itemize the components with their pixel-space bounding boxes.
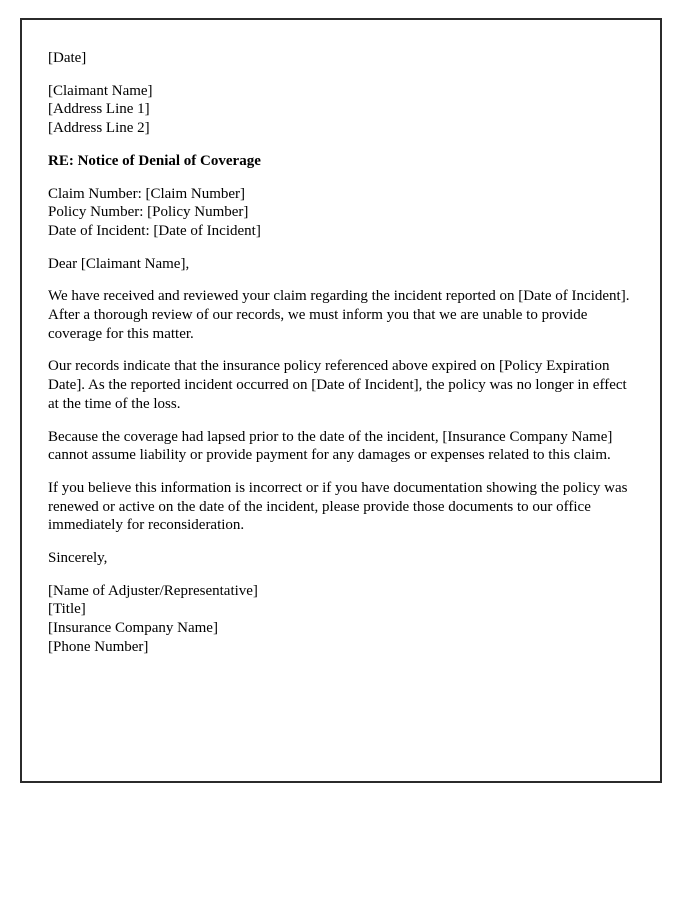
subject-line: RE: Notice of Denial of Coverage — [48, 152, 261, 169]
recipient-address-block — [48, 82, 634, 138]
salutation: Dear [Claimant Name], — [48, 255, 190, 272]
claim-reference-block — [48, 185, 634, 241]
body-paragraph-2: Our records indicate that the insurance policy referenced above expired on [Policy Expiration Date]. As the reported incident occurred on [Date of Incident], the policy was no longer in effect at the time of the loss. — [48, 358, 627, 412]
policy-number-line: Policy Number: [Policy Number] — [48, 204, 249, 221]
closing: Sincerely, — [48, 550, 108, 567]
date-placeholder: [Date] — [48, 50, 87, 66]
body-paragraph-1: We have received and reviewed your claim regarding the incident reported on [Date of Incident]. After a thorough review of our records, we must inform you that we are unable to provide coverage for this matter. — [48, 288, 630, 342]
signature-name: [Name of Adjuster/Representative] — [48, 582, 258, 599]
denial-letter — [48, 49, 634, 657]
signature-company: [Insurance Company Name] — [48, 620, 218, 637]
letter-frame — [20, 18, 662, 783]
signature-title: [Title] — [48, 601, 86, 618]
recipient-name: [Claimant Name] — [48, 82, 153, 99]
signature-block — [48, 582, 634, 657]
body-paragraph-3: Because the coverage had lapsed prior to the date of the incident, [Insurance Company Name] cannot assume liability or provide payment for any damages or expenses related to this claim. — [48, 428, 613, 464]
signature-phone: [Phone Number] — [48, 638, 149, 655]
claim-number-line: Claim Number: [Claim Number] — [48, 185, 246, 202]
date-of-incident-line: Date of Incident: [Date of Incident] — [48, 222, 261, 239]
body-paragraph-4: If you believe this information is incorrect or if you have documentation showing the policy was renewed or active on the date of the incident, please provide those documents to our office immediately for reconsideration. — [48, 479, 628, 534]
date-block — [48, 49, 634, 68]
recipient-address-line-1: [Address Line 1] — [48, 101, 150, 118]
recipient-address-line-2: [Address Line 2] — [48, 120, 150, 137]
